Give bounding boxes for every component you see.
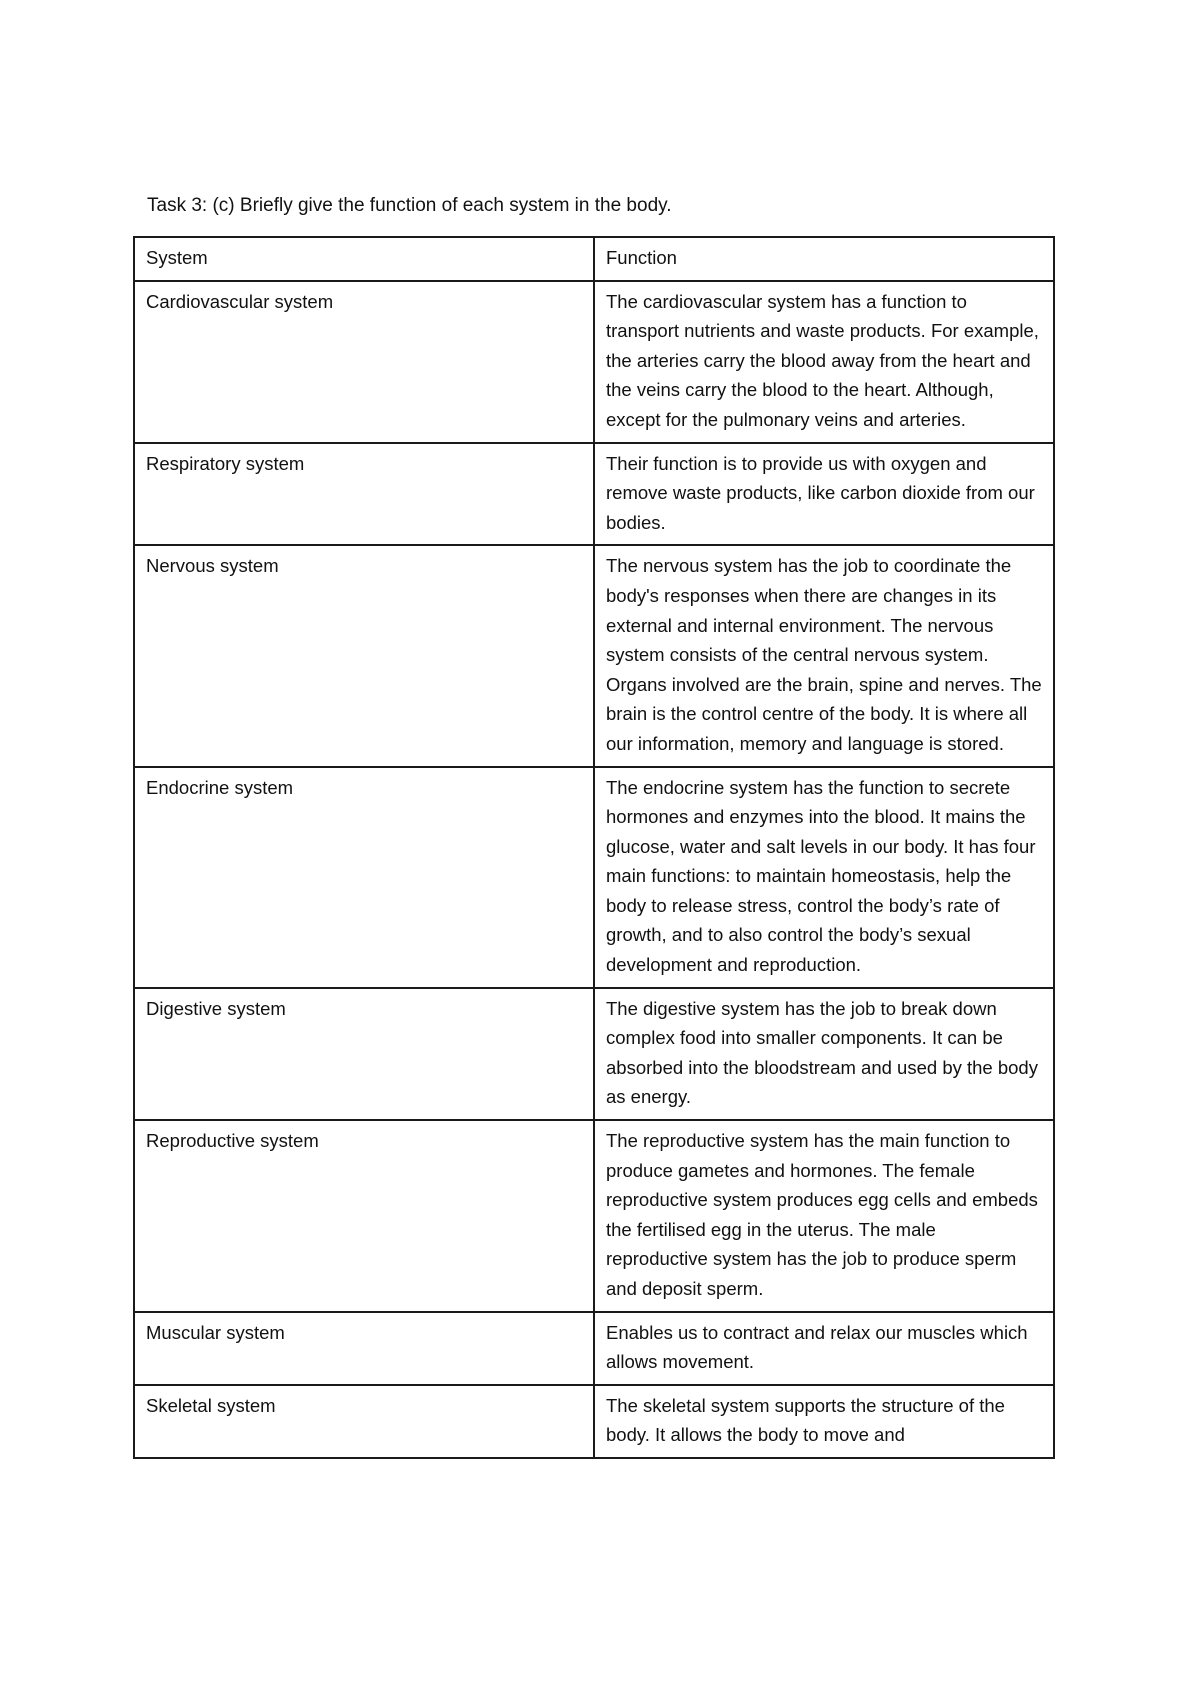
row-system-function: The reproductive system has the main function to produce gametes and hormones. The female reproductive system produces egg cells and embeds the fertilised egg in the uterus. The male reproductive system has the job to produce sperm and deposit sperm. (594, 1120, 1054, 1312)
row-system-function: The endocrine system has the function to secrete hormones and enzymes into the blood. It mains the glucose, water and salt levels in our body. It has four main functions: to maintain homeostasis, help the body to release stress, control the body’s rate of growth, and to also control the body’s sexual development and reproduction. (594, 767, 1054, 988)
row-system-function: The cardiovascular system has a function to transport nutrients and waste products. For example, the arteries carry the blood away from the heart and the veins carry the blood to the heart. Although, except for the pulmonary veins and arteries. (594, 281, 1054, 443)
row-system-name: Muscular system (134, 1312, 594, 1385)
row-system-name: Respiratory system (134, 443, 594, 546)
systems-function-table (133, 236, 1055, 1459)
row-system-function: The digestive system has the job to break down complex food into smaller components. It can be absorbed into the bloodstream and used by the body as energy. (594, 988, 1054, 1120)
table-row (134, 1385, 1054, 1458)
row-system-function: The skeletal system supports the structure of the body. It allows the body to move and (594, 1385, 1054, 1458)
table-header-row (134, 237, 1054, 281)
row-system-function: Enables us to contract and relax our muscles which allows movement. (594, 1312, 1054, 1385)
table-row (134, 443, 1054, 546)
row-system-name: Reproductive system (134, 1120, 594, 1312)
table-row (134, 281, 1054, 443)
task-title: Task 3: (c) Briefly give the function of each system in the body. (147, 195, 672, 216)
row-system-name: Nervous system (134, 545, 594, 766)
row-system-name: Digestive system (134, 988, 594, 1120)
row-system-name: Skeletal system (134, 1385, 594, 1458)
row-system-name: Endocrine system (134, 767, 594, 988)
table-row (134, 767, 1054, 988)
table-row (134, 1120, 1054, 1312)
row-system-function: The nervous system has the job to coordinate the body's responses when there are changes in its external and internal environment. The nervous system consists of the central nervous system. Organs involved are the brain, spine and nerves. The brain is the control centre of the body. It is where all our information, memory and language is stored. (594, 545, 1054, 766)
row-system-function: Their function is to provide us with oxygen and remove waste products, like carbon dioxide from our bodies. (594, 443, 1054, 546)
table-row (134, 1312, 1054, 1385)
table-row (134, 988, 1054, 1120)
header-function: Function (594, 237, 1054, 281)
header-system: System (134, 237, 594, 281)
table-row (134, 545, 1054, 766)
row-system-name: Cardiovascular system (134, 281, 594, 443)
